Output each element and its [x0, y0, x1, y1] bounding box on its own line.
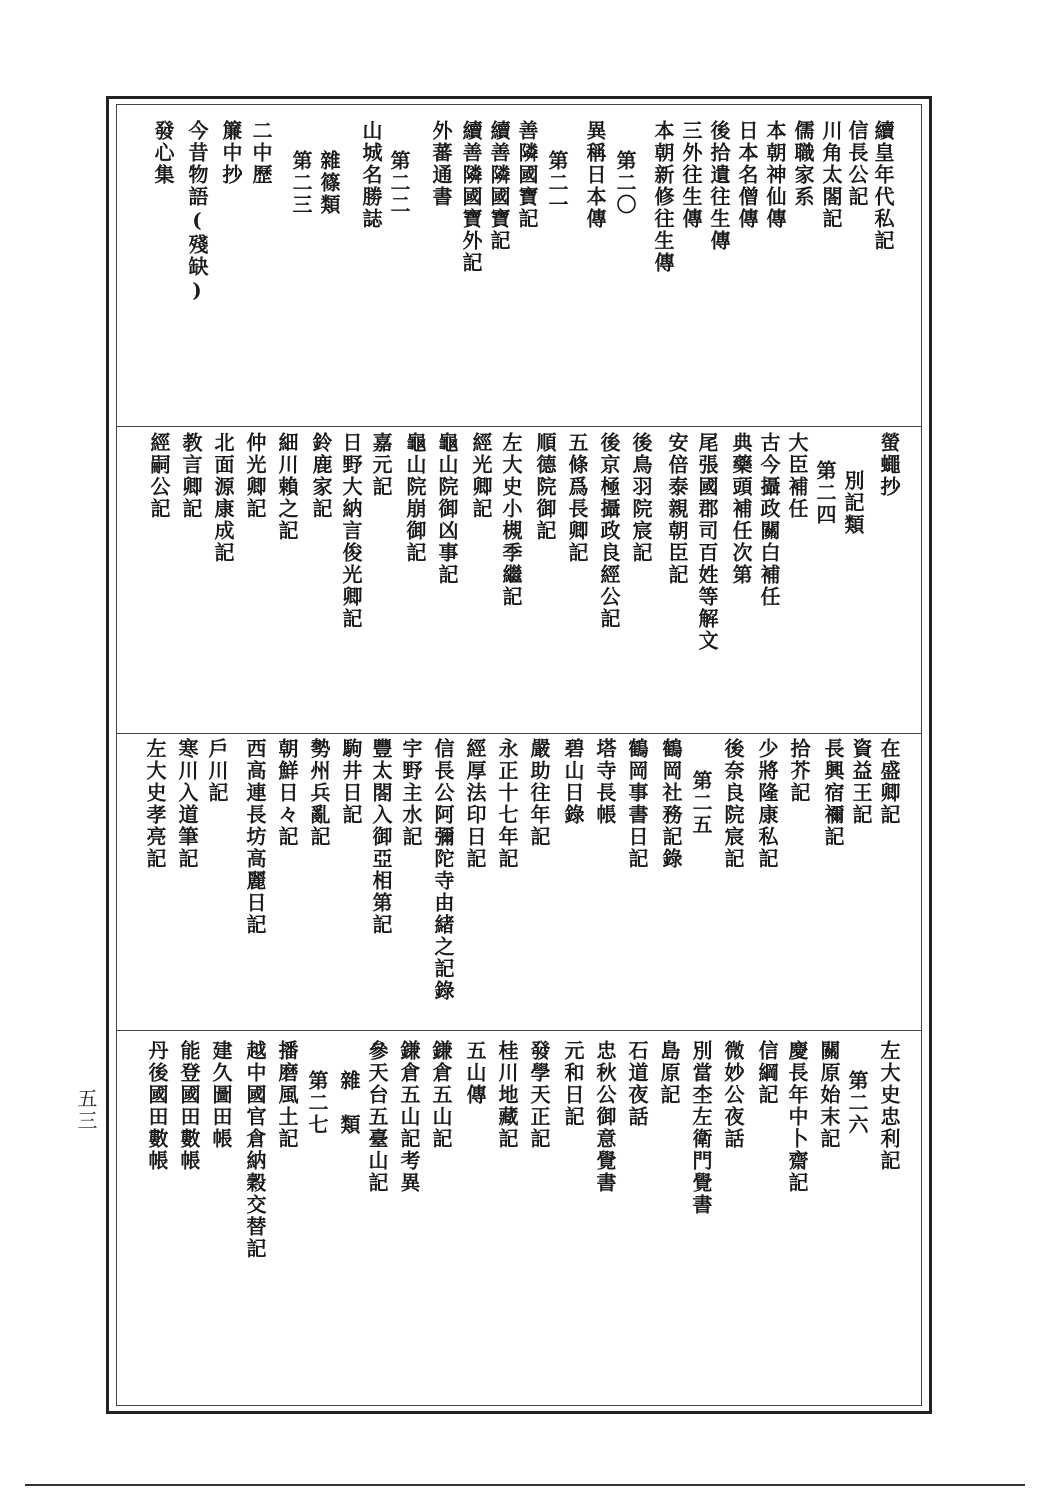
section-label: 第二七 — [305, 1070, 329, 1136]
band-divider-3 — [116, 1030, 922, 1031]
entry-title: 長興宿禰記 — [821, 738, 845, 848]
entry-title: 本朝神仙傳 — [763, 120, 787, 230]
entry-title: 鶴岡事書日記 — [625, 738, 649, 870]
entry-title: 安倍泰親朝臣記 — [665, 432, 689, 586]
entry — [588, 1040, 622, 1400]
entry — [780, 1040, 814, 1400]
entry-title: 今昔物語(殘缺) — [185, 120, 209, 304]
entry-title: 左大史小槻季繼記 — [499, 432, 523, 608]
entry — [724, 432, 758, 728]
entry-title: 本朝新修往生傳 — [651, 120, 675, 274]
entry-title: 川角太閤記 — [819, 120, 843, 230]
entry-title: 戶川記 — [205, 738, 229, 804]
entry — [392, 1040, 426, 1400]
section-label: 第二五 — [689, 770, 713, 836]
entry-title: 續善隣國寶記 — [487, 120, 511, 252]
entry — [170, 738, 204, 1026]
entry-title: 外蕃通書 — [429, 120, 453, 208]
entry-title: 龜山院崩御記 — [403, 432, 427, 564]
entry-title: 五山傳 — [463, 1040, 487, 1106]
entry — [206, 432, 240, 728]
entry — [624, 432, 658, 728]
entry — [244, 120, 278, 420]
entry — [660, 432, 694, 728]
entry-title: 島原記 — [657, 1040, 681, 1106]
entry-title: 經嗣公記 — [147, 432, 171, 520]
entry — [304, 432, 338, 728]
entry-title: 仲光卿記 — [243, 432, 267, 520]
entry-title: 鶴岡社務記錄 — [659, 738, 683, 870]
entry-title: 左大史孝亮記 — [143, 738, 167, 870]
entry — [270, 1040, 304, 1400]
section-label: 第二三 — [289, 150, 313, 216]
entry-title: 越中國官倉納穀交替記 — [243, 1040, 267, 1260]
entry-title: 塔寺長帳 — [593, 738, 617, 826]
entry — [816, 738, 850, 1026]
entry — [750, 738, 784, 1026]
entry — [620, 738, 654, 1026]
entry-title: 鎌倉五山記考異 — [397, 1040, 421, 1194]
band-divider-1 — [116, 426, 922, 427]
entry-title: 儒職家系 — [791, 120, 815, 208]
entry — [588, 738, 622, 1026]
entry-title: 龜山院御凶事記 — [435, 432, 459, 586]
entry — [872, 1040, 906, 1400]
entry-title: 朝鮮日々記 — [275, 738, 299, 848]
entry-title: 永正十七年記 — [495, 738, 519, 870]
entry-title: 信長公記 — [845, 120, 869, 208]
entry-title: 尾張國郡司百姓等解文 — [695, 432, 719, 652]
entry-title: 善隣國寶記 — [515, 120, 539, 230]
entry-title: 異稱日本傳 — [583, 120, 607, 230]
entry-title: 螢蠅抄 — [877, 432, 901, 498]
entry-title: 二中歷 — [249, 120, 273, 186]
entry-title: 信綱記 — [755, 1040, 779, 1106]
entry — [750, 1040, 784, 1400]
entry — [522, 1040, 556, 1400]
entry-title: 後鳥羽院宸記 — [629, 432, 653, 564]
entry-title: 微妙公夜話 — [721, 1040, 745, 1150]
entry — [214, 120, 248, 420]
entry — [556, 738, 590, 1026]
entry — [684, 1040, 718, 1400]
entry — [172, 1040, 206, 1400]
entry-title: 古今攝政關白補任 — [757, 432, 781, 608]
entry — [238, 738, 272, 1026]
entry-title: 五條爲長卿記 — [565, 432, 589, 564]
section-heading — [284, 150, 318, 420]
entry — [200, 738, 234, 1026]
entry — [146, 120, 180, 420]
entry — [654, 738, 688, 1026]
section-heading — [300, 1070, 334, 1400]
entry — [302, 738, 336, 1026]
entry — [716, 1040, 750, 1400]
entry — [522, 738, 556, 1026]
entry-title: 典藥頭補任次第 — [729, 432, 753, 586]
entry-title: 日野大納言俊光卿記 — [339, 432, 363, 630]
entry — [426, 738, 460, 1026]
entry — [334, 738, 368, 1026]
entry — [430, 432, 464, 728]
entry — [354, 120, 388, 420]
entry-title: 駒井日記 — [339, 738, 363, 826]
entry — [872, 432, 906, 728]
entry — [270, 738, 304, 1026]
entry — [782, 738, 816, 1026]
entry — [454, 120, 488, 420]
section-heading — [540, 150, 574, 420]
entry-title: 簾中抄 — [219, 120, 243, 186]
entry — [716, 738, 750, 1026]
entry-title: 拾芥記 — [787, 738, 811, 804]
entry-title: 後京極攝政良經公記 — [597, 432, 621, 630]
entry-title: 嘉元記 — [369, 432, 393, 498]
entry-title: 能登國田數帳 — [177, 1040, 201, 1172]
entry — [458, 738, 492, 1026]
entry-title: 經厚法印日記 — [463, 738, 487, 870]
entry — [490, 738, 524, 1026]
entry-title: 豐太閤入御亞相第記 — [369, 738, 393, 936]
entry-title: 播磨風土記 — [275, 1040, 299, 1150]
entry-title: 續善隣國寶外記 — [459, 120, 483, 274]
entry-title: 大臣補任 — [785, 432, 809, 520]
entry — [592, 432, 626, 728]
section-label: 第二〇 — [613, 150, 637, 216]
entry-title: 嚴助往年記 — [527, 738, 551, 848]
section-label: 雜 類 — [337, 1070, 361, 1136]
entry-title: 日本名僧傳 — [735, 120, 759, 230]
entry-title: 三外往生傳 — [679, 120, 703, 230]
entry-title: 西高連長坊高麗日記 — [243, 738, 267, 936]
entry-title: 續皇年代私記 — [871, 120, 895, 252]
entry-title: 在盛卿記 — [877, 738, 901, 826]
section-label: 第二二 — [387, 150, 411, 216]
page-number: 五三 — [74, 1088, 98, 1132]
entry-title: 丹後國田數帳 — [145, 1040, 169, 1172]
entry-title: 後奈良院宸記 — [721, 738, 745, 870]
entry — [528, 432, 562, 728]
entry-title: 鈴鹿家記 — [309, 432, 333, 520]
band-divider-2 — [116, 733, 922, 734]
entry — [424, 120, 458, 420]
entry — [458, 1040, 492, 1400]
entry — [238, 1040, 272, 1400]
entry-title: 鎌倉五山記 — [429, 1040, 453, 1150]
entry-title: 信長公阿彌陀寺由緒之記錄 — [431, 738, 455, 1002]
entry-title: 石道夜話 — [625, 1040, 649, 1128]
entry-title: 後拾遺往生傳 — [707, 120, 731, 252]
entry-title: 桂川地藏記 — [495, 1040, 519, 1150]
entry — [394, 738, 428, 1026]
entry-title: 北面源康成記 — [211, 432, 235, 564]
entry — [180, 120, 214, 420]
entry — [204, 1040, 238, 1400]
entry — [334, 432, 368, 728]
entry-title: 少將隆康私記 — [755, 738, 779, 870]
entry — [690, 432, 724, 728]
entry — [620, 1040, 654, 1400]
section-label: 別記類 — [841, 470, 865, 536]
section-heading — [684, 770, 718, 1026]
entry-title: 關原始末記 — [817, 1040, 841, 1150]
entry — [364, 432, 398, 728]
section-label: 第二一 — [545, 150, 569, 216]
entry-title: 資益王記 — [849, 738, 873, 826]
entry-title: 寒川入道筆記 — [175, 738, 199, 870]
entry — [174, 432, 208, 728]
entry-title: 山城名勝誌 — [359, 120, 383, 230]
entry — [424, 1040, 458, 1400]
entry — [140, 1040, 174, 1400]
entry-title: 宇野主水記 — [399, 738, 423, 848]
entry-title: 經光卿記 — [469, 432, 493, 520]
entry — [270, 432, 304, 728]
entry — [494, 432, 528, 728]
entry-title: 細川賴之記 — [275, 432, 299, 542]
section-heading — [608, 150, 642, 420]
footer-rule — [25, 1484, 1025, 1486]
entry-title: 左大史忠利記 — [877, 1040, 901, 1172]
entry-title: 發學天正記 — [527, 1040, 551, 1150]
section-label: 第二四 — [813, 460, 837, 526]
section-heading — [332, 1070, 366, 1400]
entry — [364, 738, 398, 1026]
entry-title: 順德院御記 — [533, 432, 557, 542]
entry-title: 勢州兵亂記 — [307, 738, 331, 848]
entry — [142, 432, 176, 728]
entry-title: 教言卿記 — [179, 432, 203, 520]
entry-title: 建久圖田帳 — [209, 1040, 233, 1150]
entry — [138, 738, 172, 1026]
entry — [398, 432, 432, 728]
entry — [560, 432, 594, 728]
section-label: 第二六 — [845, 1070, 869, 1136]
entry-title: 忠秋公御意覺書 — [593, 1040, 617, 1194]
entry-title: 元和日記 — [561, 1040, 585, 1128]
entry — [464, 432, 498, 728]
entry — [556, 1040, 590, 1400]
entry — [578, 120, 612, 420]
entry — [812, 1040, 846, 1400]
entry — [238, 432, 272, 728]
entry-title: 發心集 — [151, 120, 175, 186]
entry-title: 參天台五臺山記 — [365, 1040, 389, 1194]
entry — [652, 1040, 686, 1400]
entry-title: 碧山日錄 — [561, 738, 585, 826]
entry — [490, 1040, 524, 1400]
entry-title: 別當杢左衛門覺書 — [689, 1040, 713, 1216]
entry — [646, 120, 680, 420]
entry-title: 慶長年中卜齋記 — [785, 1040, 809, 1194]
section-label: 雜篠類 — [317, 150, 341, 216]
